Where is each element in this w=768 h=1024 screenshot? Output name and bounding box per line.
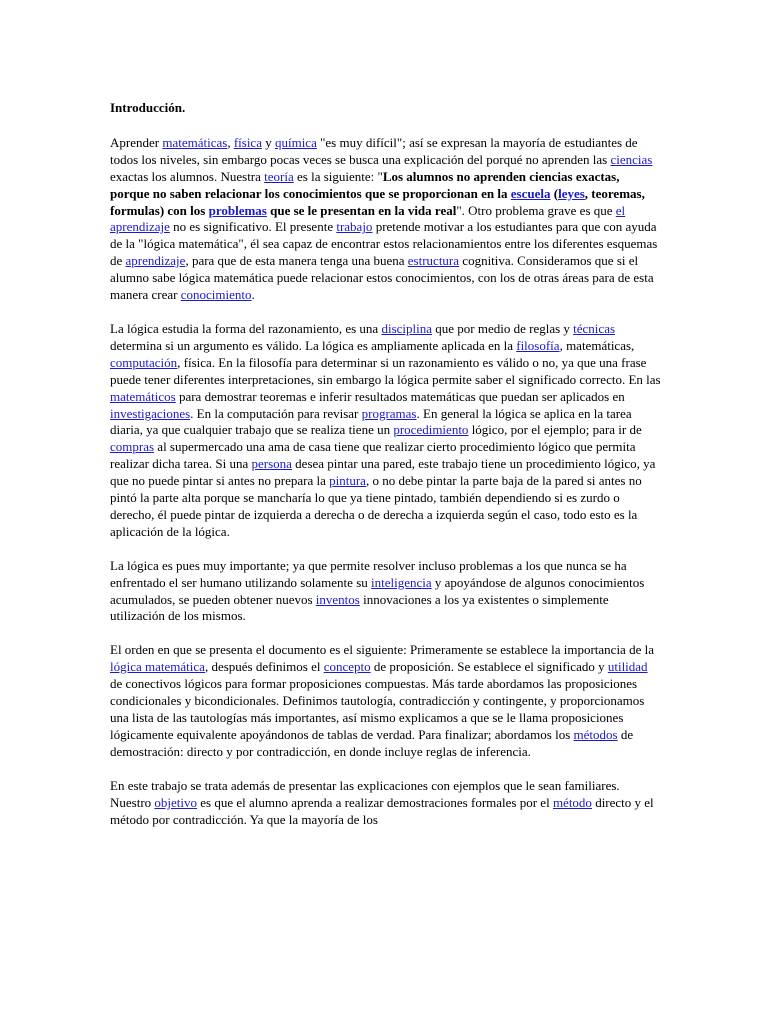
inline-link[interactable]: química (274, 134, 317, 150)
text-run: , (227, 134, 234, 150)
text-run: El orden en que se presenta el documento es el siguiente: Primeramente se establece la importancia de la (110, 642, 654, 658)
inline-link[interactable]: método (552, 794, 592, 810)
inline-link[interactable]: métodos (573, 726, 618, 742)
bold-wrapper (209, 203, 267, 218)
paragraph (110, 778, 662, 829)
text-run: exactas los alumnos. Nuestra (110, 168, 265, 184)
inline-link[interactable]: procedimiento (393, 422, 469, 438)
paragraph (110, 135, 662, 304)
text-run: y (261, 134, 275, 150)
text-run: . (251, 287, 255, 303)
inline-link[interactable]: trabajo (336, 219, 373, 235)
document-body (110, 100, 662, 845)
inline-link[interactable]: el aprendizaje (110, 202, 626, 235)
text-run: y apoyándose de algunos conocimientos acumulados, se pueden obtener nuevos (110, 574, 645, 607)
text-run: no es significativo. El presente (169, 219, 337, 235)
text-run: para demostrar teoremas e inferir resultados matemáticas que puedan ser aplicados en (175, 388, 625, 404)
text-run: ". Otro problema grave es que (456, 202, 616, 218)
text-run: , para que de esta manera tenga una buena (185, 253, 408, 269)
text-run: , o no debe pintar la parte baja de la pared si antes no pintó la parte alta porque se mancharía lo que ya tiene pintado, también dependiendo si es zurdo o derecho, él puede pintar de izquierda a derecha o de derecha a izquierda según el caso, todo esto es la aplicación de la lógica. (110, 473, 642, 539)
inline-link[interactable]: compras (110, 439, 155, 455)
inline-link[interactable]: matemáticas (162, 134, 228, 150)
text-run: es que el alumno aprenda a realizar demostraciones formales por el (197, 794, 553, 810)
inline-link[interactable]: inteligencia (371, 574, 432, 590)
inline-link[interactable]: conocimiento (180, 287, 252, 303)
text-run: directo y el método por contradicción. Ya que la mayoría de los (110, 794, 654, 827)
bold-text: Los alumnos no aprenden ciencias exactas, porque no saben relacionar los conocimientos que se proporcionan en la (110, 168, 620, 201)
inline-link[interactable]: estructura (407, 253, 460, 269)
text-run: . En la computación para revisar (190, 405, 362, 421)
bold-text: que se le presentan en la vida real (266, 202, 457, 218)
inline-link[interactable]: filosofía (516, 337, 560, 353)
paragraph (110, 321, 662, 541)
text-run: , después definimos el (204, 659, 324, 675)
paragraph (110, 558, 662, 626)
text-run: pretende motivar a los estudiantes para que con ayuda de la "lógica matemática", él sea capaz de encontrar estos relacionamientos entre los diferentes esquemas de (110, 219, 658, 269)
text-run: desea pintar una pared, este trabajo tiene un procedimiento lógico, ya que no puede pintar si antes no prepara la (110, 456, 656, 489)
inline-link[interactable]: objetivo (154, 794, 198, 810)
bold-wrapper (511, 186, 551, 201)
inline-link[interactable]: matemáticos (110, 388, 176, 404)
text-run: lógico, por el ejemplo; para ir de (468, 422, 642, 438)
inline-link[interactable]: investigaciones (110, 405, 191, 421)
inline-link[interactable]: problemas (208, 202, 267, 218)
inline-link[interactable]: disciplina (381, 320, 432, 336)
inline-link[interactable]: ciencias (610, 151, 653, 167)
text-run: "es muy difícil"; así se expresan la mayoría de estudiantes de todos los niveles, sin embargo pocas veces se busca una explicación del porqué no aprenden las (110, 134, 638, 167)
section-heading: Introducción. (110, 100, 186, 115)
bold-text: , teoremas, formulas) con los (110, 185, 645, 218)
inline-link[interactable]: programas (361, 405, 417, 421)
text-run: de demostración: directo y por contradicción, en donde incluye reglas de inferencia. (110, 726, 634, 759)
inline-link[interactable]: física (233, 134, 262, 150)
inline-link[interactable]: inventos (315, 591, 360, 607)
text-run: de proposición. Se establece el significado y (370, 659, 608, 675)
bold-wrapper (267, 203, 456, 218)
inline-link[interactable]: técnicas (573, 320, 616, 336)
text-run: , física. En la filosofía para determinar si un razonamiento es válido o no, ya que una frase puede tener diferentes interpretaciones, sin embargo la lógica permite saber el significado correcto. En las (110, 354, 661, 387)
text-run: es la siguiente: " (293, 168, 383, 184)
bold-text: ( (550, 185, 559, 201)
inline-link[interactable]: utilidad (607, 659, 648, 675)
inline-link[interactable]: escuela (510, 185, 551, 201)
text-run: determina si un argumento es válido. La lógica es ampliamente aplicada en la (110, 337, 517, 353)
paragraph-container (110, 135, 662, 829)
inline-link[interactable]: pintura (329, 473, 366, 489)
text-run: de conectivos lógicos para formar proposiciones compuestas. Más tarde abordamos las proposiciones condicionales y bicondicionales. Definimos tautología, contradicción y contingente, y proporcionamos una lista de las tautologías más importantes, así mismo explicamos a que se le llama proposiciones lógicamente equivalente apoyándonos de tablas de verdad. Para finalizar; abordamos los (110, 676, 645, 742)
inline-link[interactable]: aprendizaje (125, 253, 186, 269)
text-run: que por medio de reglas y (432, 320, 574, 336)
text-run: Aprender (110, 134, 163, 150)
inline-link[interactable]: leyes (558, 185, 585, 201)
text-run: En este trabajo se trata además de presentar las explicaciones con ejemplos que le sean familiares. Nuestro (110, 777, 620, 810)
text-run: La lógica es pues muy importante; ya que permite resolver incluso problemas a los que nunca se ha enfrentado el ser humano utilizando solamente su (110, 557, 627, 590)
inline-link[interactable]: persona (251, 456, 292, 472)
inline-link[interactable]: computación (110, 354, 178, 370)
text-run: . En general la lógica se aplica en la tarea diaria, ya que cualquier trabajo que se realiza tiene un (110, 405, 632, 438)
text-run: cognitiva. Consideramos que si el alumno sabe lógica matemática puede relacionar estos conocimientos, con los de otras áreas para de esta manera crear (110, 253, 654, 303)
text-run: , matemáticas, (559, 337, 635, 353)
bold-wrapper (558, 186, 585, 201)
paragraph (110, 642, 662, 760)
inline-link[interactable]: lógica matemática (110, 659, 205, 675)
text-run: al supermercado una ama de casa tiene que realizar cierto procedimiento lógico que permita realizar dicha tarea. Si una (110, 439, 636, 472)
text-run: La lógica estudia la forma del razonamiento, es una (110, 320, 382, 336)
inline-link[interactable]: concepto (323, 659, 371, 675)
text-run: innovaciones a los ya existentes o simplemente utilización de los mismos. (110, 591, 609, 624)
bold-wrapper (550, 186, 558, 201)
inline-link[interactable]: teoría (264, 168, 294, 184)
